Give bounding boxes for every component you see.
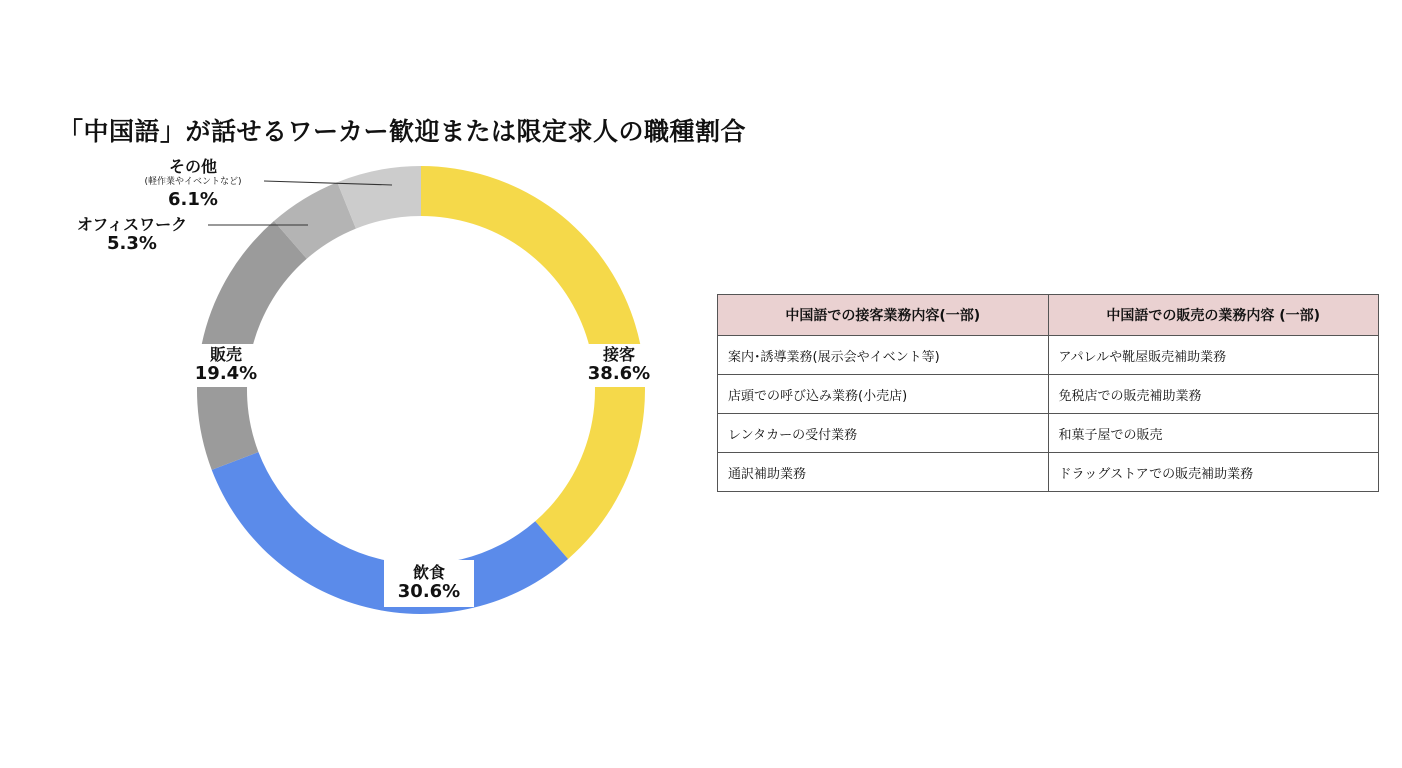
table-cell: 案内･誘導業務(展示会やイベント等): [718, 336, 1049, 375]
slice-value-sekkyaku: 38.6%: [587, 363, 651, 385]
table-cell: 通訳補助業務: [718, 453, 1049, 492]
table-header-sales: 中国語での販売の業務内容 (一部): [1048, 295, 1379, 336]
slice-value-office: 5.3%: [107, 233, 157, 255]
chart-title: 「中国語」が話せるワーカー歓迎または限定求人の職種割合: [58, 117, 747, 146]
slice-value-other: 6.1%: [168, 188, 218, 210]
table-row: [718, 414, 1379, 453]
donut-slices: [197, 166, 645, 614]
table-cell: アパレルや靴屋販売補助業務: [1048, 336, 1379, 375]
slice-label-hanbai: [186, 344, 266, 387]
table-cell: レンタカーの受付業務: [718, 414, 1049, 453]
slice-value-inshoku: 30.6%: [397, 581, 461, 603]
table-cell: 免税店での販売補助業務: [1048, 375, 1379, 414]
table-header-row: [718, 295, 1379, 336]
table-cell: ドラッグストアでの販売補助業務: [1048, 453, 1379, 492]
job-content-table: [717, 294, 1379, 492]
slice-name-sekkyaku: 接客: [602, 345, 635, 364]
table-row: [718, 375, 1379, 414]
slice-note-other: (軽作業やイベントなど): [144, 177, 242, 188]
slice-name-office: オフィスワーク: [76, 215, 188, 234]
slice-name-hanbai: 販売: [209, 345, 242, 364]
table-row: [718, 453, 1379, 492]
table-row: [718, 336, 1379, 375]
table-header-service: 中国語での接客業務内容(一部): [718, 295, 1049, 336]
table-cell: 店頭での呼び込み業務(小売店): [718, 375, 1049, 414]
slice-name-other: その他: [168, 157, 217, 176]
table-cell: 和菓子屋での販売: [1048, 414, 1379, 453]
slice-label-inshoku: [384, 560, 474, 607]
slice-name-inshoku: 飲食: [412, 563, 445, 582]
slice-label-other: [120, 158, 266, 210]
slice-label-sekkyaku: [574, 344, 664, 387]
slice-value-hanbai: 19.4%: [194, 363, 258, 385]
slice-label-office: [70, 216, 194, 255]
